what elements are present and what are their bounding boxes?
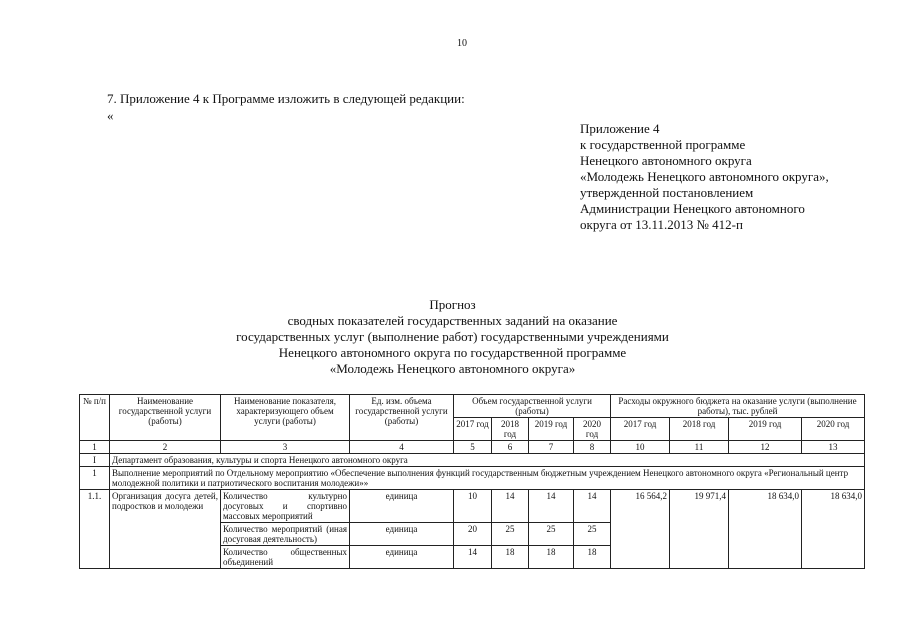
indicator-name: Количество общественных объединений	[221, 546, 350, 569]
column-number: 3	[221, 441, 350, 454]
expense-year: 2019 год	[729, 418, 802, 441]
appendix-line: Администрации Ненецкого автономного	[580, 201, 805, 216]
column-number-row	[80, 441, 865, 454]
column-number: 8	[574, 441, 611, 454]
indicator-unit: единица	[350, 490, 454, 523]
volume-value: 14	[492, 490, 529, 523]
section-text: Выполнение мероприятий по Отдельному мероприятию «Обеспечение выполнения функций государственным бюджетным учреждением Ненецкого автономного округа «Региональный центр молодежной политики и патриотического воспитания молодежи»»	[110, 467, 865, 490]
column-number: 5	[454, 441, 492, 454]
table-row	[80, 490, 865, 523]
volume-year: 2019 год	[529, 418, 574, 441]
header-row	[80, 395, 865, 418]
volume-value: 14	[529, 490, 574, 523]
expense-year: 2017 год	[611, 418, 670, 441]
header-num: № п/п	[80, 395, 110, 441]
forecast-table	[79, 394, 865, 569]
expense-year: 2020 год	[802, 418, 865, 441]
header-service-name: Наименование государственной услуги (работы)	[110, 395, 221, 441]
section-row	[80, 454, 865, 467]
volume-value: 25	[492, 523, 529, 546]
intro-text: 7. Приложение 4 к Программе изложить в следующей редакции:	[107, 91, 465, 106]
indicator-name: Количество культурно досуговых и спортивно массовых мероприятий	[221, 490, 350, 523]
volume-year: 2020 год	[574, 418, 611, 441]
column-number: 1	[80, 441, 110, 454]
title-line: государственных услуг (выполнение работ) государственными учреждениями	[236, 329, 669, 344]
appendix-line: Приложение 4	[580, 121, 660, 136]
column-number: 6	[492, 441, 529, 454]
quote-mark: «	[107, 108, 114, 123]
header-indicator-name: Наименование показателя, характеризующего объем услуги (работы)	[221, 395, 350, 441]
section-num: I	[80, 454, 110, 467]
appendix-header	[580, 121, 829, 233]
indicator-name: Количество мероприятий (иная досуговая деятельность)	[221, 523, 350, 546]
volume-value: 18	[574, 546, 611, 569]
document-title	[0, 297, 905, 377]
appendix-line: к государственной программе	[580, 137, 746, 152]
volume-value: 18	[529, 546, 574, 569]
indicator-unit: единица	[350, 546, 454, 569]
title-line: сводных показателей государственных заданий на оказание	[287, 313, 618, 328]
indicator-unit: единица	[350, 523, 454, 546]
item-num: 1.1.	[80, 490, 110, 569]
header-volume-group: Объем государственной услуги (работы)	[454, 395, 611, 418]
expense-value: 19 971,4	[670, 490, 729, 569]
column-number: 4	[350, 441, 454, 454]
item-service: Организация досуга детей, подростков и молодежи	[110, 490, 221, 569]
expense-year: 2018 год	[670, 418, 729, 441]
column-number: 11	[670, 441, 729, 454]
volume-value: 25	[574, 523, 611, 546]
volume-value: 18	[492, 546, 529, 569]
column-number: 7	[529, 441, 574, 454]
volume-year: 2017 год	[454, 418, 492, 441]
column-number: 2	[110, 441, 221, 454]
section-row	[80, 467, 865, 490]
page-number: 10	[457, 38, 467, 49]
volume-value: 10	[454, 490, 492, 523]
volume-year: 2018 год	[492, 418, 529, 441]
volume-value: 14	[454, 546, 492, 569]
column-number: 13	[802, 441, 865, 454]
appendix-line: Ненецкого автономного округа	[580, 153, 752, 168]
expense-value: 18 634,0	[729, 490, 802, 569]
volume-value: 25	[529, 523, 574, 546]
title-line: Прогноз	[429, 297, 476, 312]
header-expense-group: Расходы окружного бюджета на оказание услуги (выполнение работы), тыс. рублей	[611, 395, 865, 418]
expense-value: 16 564,2	[611, 490, 670, 569]
title-line: Ненецкого автономного округа по государственной программе	[278, 345, 627, 360]
section-num: 1	[80, 467, 110, 490]
volume-value: 20	[454, 523, 492, 546]
appendix-line: «Молодежь Ненецкого автономного округа»,	[580, 169, 829, 184]
column-number: 12	[729, 441, 802, 454]
section-text: Департамент образования, культуры и спорта Ненецкого автономного округа	[110, 454, 865, 467]
appendix-line: округа от 13.11.2013 № 412-п	[580, 217, 743, 232]
expense-value: 18 634,0	[802, 490, 865, 569]
title-line: «Молодежь Ненецкого автономного округа»	[329, 361, 576, 376]
header-unit: Ед. изм. объема государственной услуги (работы)	[350, 395, 454, 441]
column-number: 10	[611, 441, 670, 454]
appendix-line: утвержденной постановлением	[580, 185, 754, 200]
volume-value: 14	[574, 490, 611, 523]
